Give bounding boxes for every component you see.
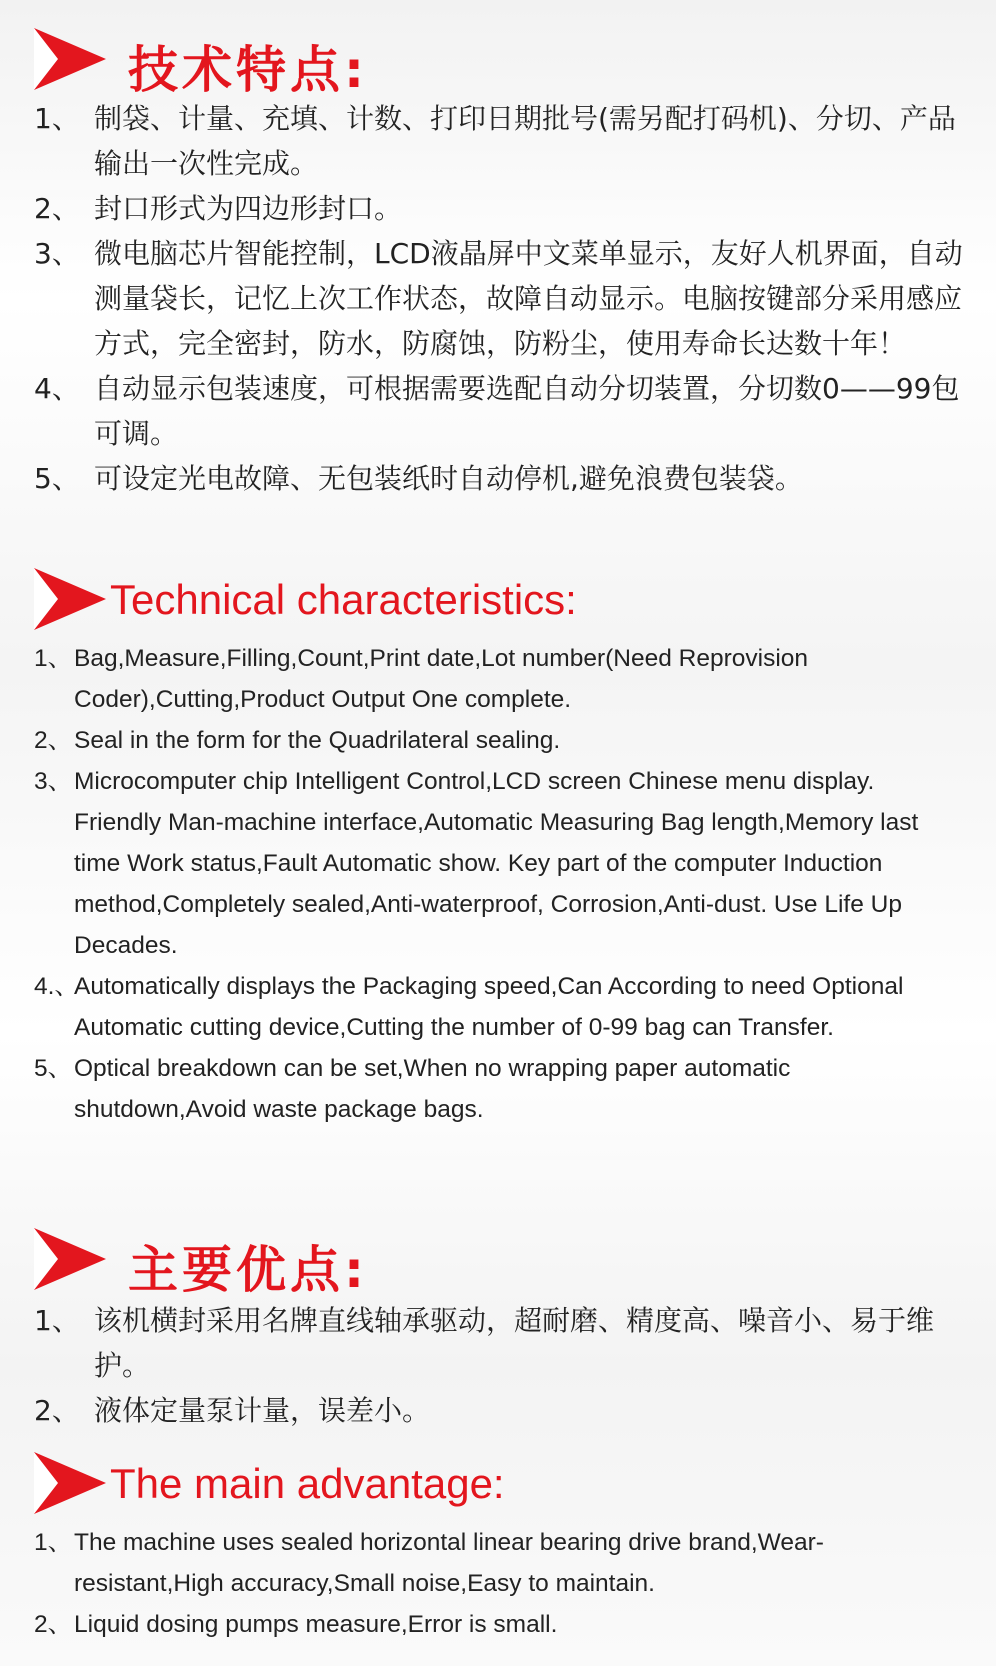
item-text: Liquid dosing pumps measure,Error is small. xyxy=(74,1611,558,1638)
red-arrow-icon xyxy=(34,568,106,630)
tech-cn-list xyxy=(0,96,996,501)
list-item xyxy=(0,1388,996,1433)
adv-cn-list xyxy=(0,1298,996,1433)
red-arrow-icon xyxy=(34,28,106,90)
list-item xyxy=(0,456,996,501)
tech-en-list xyxy=(0,638,996,1130)
adv-cn-heading xyxy=(0,1228,996,1298)
item-text: 微电脑芯片智能控制，LCD液晶屏中文菜单显示，友好人机界面，自动测量袋长，记忆上次工作状态，故障自动显示。电脑按键部分采用感应方式，完全密封，防水，防腐蚀，防粉尘，使用寿命长达数十年！ xyxy=(94,237,963,360)
tech-en-section xyxy=(0,568,996,1130)
adv-en-list xyxy=(0,1522,996,1645)
item-text: Microcomputer chip Intelligent Control,LCD screen Chinese menu display. Friendly Man-machine interface,Automatic Measuring Bag length,Memory last time Work status,Fault Automatic show. Key part of the computer Induction method,Completely sealed,Anti-waterproof, Corrosion,Anti-dust. Use Life Up Decades. xyxy=(74,768,919,959)
list-item xyxy=(0,366,996,456)
item-number: 3、 xyxy=(34,237,80,270)
item-number: 5、 xyxy=(34,462,80,495)
list-item xyxy=(0,1522,996,1604)
list-item xyxy=(0,761,996,966)
list-item xyxy=(0,231,996,366)
tech-cn-heading xyxy=(0,28,996,98)
item-text: Seal in the form for the Quadrilateral sealing. xyxy=(74,727,561,754)
list-item xyxy=(0,1604,996,1645)
item-number: 4、 xyxy=(34,372,80,405)
item-number: 1、 xyxy=(34,1304,80,1337)
list-item xyxy=(0,186,996,231)
item-text: 该机横封采用名牌直线轴承驱动，超耐磨、精度高、噪音小、易于维护。 xyxy=(94,1304,935,1382)
item-text: The machine uses sealed horizontal linear bearing drive brand,Wear-resistant,High accuracy,Small noise,Easy to maintain. xyxy=(74,1529,824,1597)
item-text: Bag,Measure,Filling,Count,Print date,Lot number(Need Reprovision Coder),Cutting,Product Output One complete. xyxy=(74,645,809,713)
item-number: 3、 xyxy=(34,768,73,795)
list-item xyxy=(0,1048,996,1130)
red-arrow-icon xyxy=(34,1452,106,1514)
list-item xyxy=(0,720,996,761)
list-item xyxy=(0,638,996,720)
adv-en-title: The main advantage: xyxy=(110,1460,505,1507)
tech-cn-section xyxy=(0,28,996,501)
item-number: 2、 xyxy=(34,727,73,754)
item-text: 自动显示包装速度，可根据需要选配自动分切装置，分切数0——99包可调。 xyxy=(94,372,960,450)
item-number: 1、 xyxy=(34,102,80,135)
list-item xyxy=(0,1298,996,1388)
adv-en-heading xyxy=(0,1452,996,1522)
item-number: 5、 xyxy=(34,1055,73,1082)
adv-en-section xyxy=(0,1452,996,1645)
item-text: 封口形式为四边形封口。 xyxy=(94,192,403,225)
item-number: 2、 xyxy=(34,192,80,225)
adv-cn-section xyxy=(0,1228,996,1433)
item-text: Automatically displays the Packaging speed,Can According to need Optional Automatic cutting device,Cutting the number of 0-99 bag can Transfer. xyxy=(74,973,904,1041)
item-number: 1、 xyxy=(34,645,73,672)
red-arrow-icon xyxy=(34,1228,106,1290)
adv-cn-title: 主要优点: xyxy=(128,1241,368,1299)
item-text: Optical breakdown can be set,When no wrapping paper automatic shutdown,Avoid waste package bags. xyxy=(74,1055,791,1123)
item-number: 2、 xyxy=(34,1394,80,1427)
list-item xyxy=(0,96,996,186)
item-text: 制袋、计量、充填、计数、打印日期批号(需另配打码机)、分切、产品输出一次性完成。 xyxy=(94,102,956,180)
tech-en-title: Technical characteristics: xyxy=(110,576,577,623)
item-number: 4.、 xyxy=(34,973,79,1000)
list-item xyxy=(0,966,996,1048)
item-number: 2、 xyxy=(34,1611,73,1638)
tech-en-heading xyxy=(0,568,996,638)
tech-cn-title: 技术特点: xyxy=(128,41,368,99)
item-text: 液体定量泵计量，误差小。 xyxy=(94,1394,431,1427)
item-number: 1、 xyxy=(34,1529,73,1556)
item-text: 可设定光电故障、无包装纸时自动停机,避免浪费包装袋。 xyxy=(94,462,803,495)
